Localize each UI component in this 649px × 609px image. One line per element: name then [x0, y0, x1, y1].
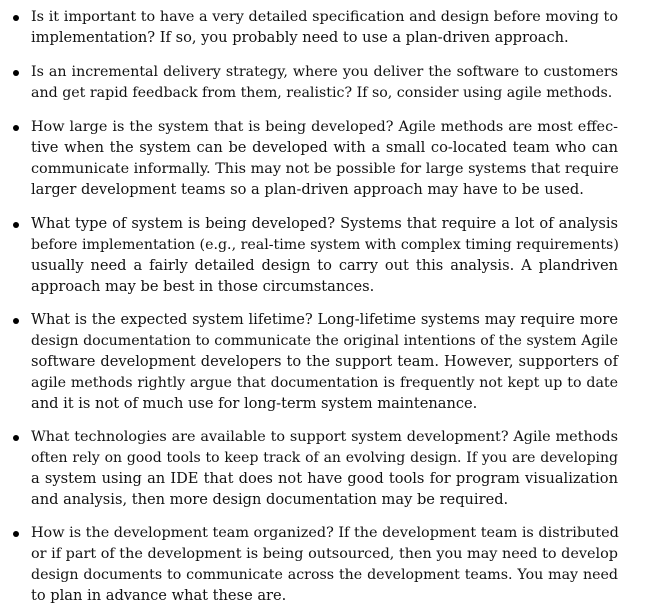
bullet-dot — [13, 531, 19, 537]
item-line: often rely on good tools to keep track of an evolving design. If you are developing — [31, 450, 618, 466]
item-line: before implementation (e.g., real-time system with complex timing requirements) — [31, 237, 619, 253]
item-line: approach may be best in those circumstances. — [31, 278, 375, 295]
item-line: implementation? If so, you probably need to use a plan-driven approach. — [31, 29, 569, 46]
item-line: How large is the system that is being developed? Agile methods are most effec- — [31, 119, 618, 135]
bullet-dot — [13, 70, 19, 76]
item-line: How is the development team organized? If the development team is distributed — [31, 525, 619, 541]
bullet-dot — [13, 222, 19, 228]
item-line: What technologies are available to support system development? Agile methods — [31, 429, 618, 445]
item-line: software development developers to the support team. However, supporters of — [31, 353, 618, 370]
item-line: and get rapid feedback from them, realistic? If so, consider using agile methods. — [31, 85, 613, 101]
item-line: What is the expected system lifetime? Long-lifetime systems may require more — [31, 311, 618, 328]
item-line: design documentation to communicate the original intentions of the system Agile — [31, 333, 618, 349]
item-line: usually need a fairly detailed design to carry out this analysis. A plandriven — [31, 257, 618, 274]
item-line: agile methods rightly argue that documentation is frequently not kept up to date — [31, 375, 618, 391]
item-line: Is an incremental delivery strategy, where you deliver the software to customers — [31, 64, 618, 80]
bullet-dot — [13, 125, 19, 131]
item-line: design documents to communicate across the development teams. You may need — [31, 567, 618, 583]
item-line: tive when the system can be developed with a small co-located team who can — [31, 139, 618, 156]
item-line: larger development teams so a plan-driven approach may have to be used. — [31, 181, 584, 198]
item-line: and it is not of much use for long-term system maintenance. — [31, 395, 478, 412]
item-line: communicate informally. This may not be possible for large systems that require — [31, 161, 619, 177]
item-line: What type of system is being developed? Systems that require a lot of analysis — [31, 215, 618, 232]
item-line: and analysis, then more design documentation may be required. — [31, 491, 509, 508]
item-line: or if part of the development is being outsourced, then you may need to develop — [31, 546, 618, 562]
bullet-dot — [13, 15, 19, 21]
item-line: a system using an IDE that does not have good tools for program visualization — [31, 470, 618, 487]
item-line: to plan in advance what these are. — [31, 587, 287, 604]
bullet-dot — [13, 318, 19, 324]
item-line: Is it important to have a very detailed specification and design before moving to — [31, 9, 618, 25]
bullet-dot — [13, 435, 19, 441]
